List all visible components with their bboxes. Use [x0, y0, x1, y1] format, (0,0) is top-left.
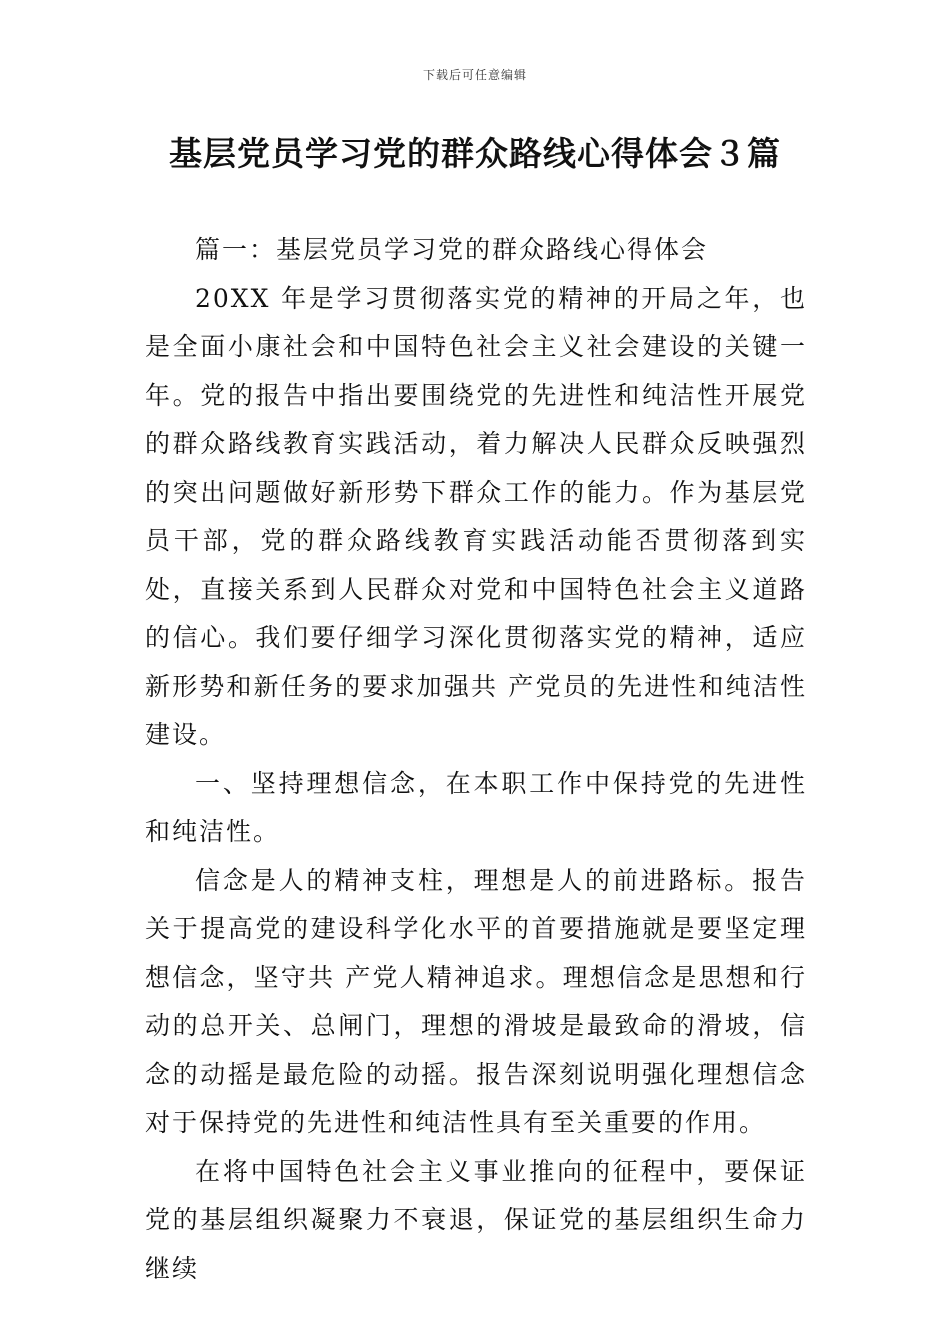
document-title: 基层党员学习党的群众路线心得体会３篇 [169, 134, 781, 173]
paragraph-point-one: 一、坚持理想信念，在本职工作中保持党的先进性和纯洁性。 [145, 768, 807, 846]
header-note: 下载后可任意编辑 [422, 68, 527, 82]
paragraph-section-heading: 篇一：基层党员学习党的群众路线心得体会 [195, 235, 709, 264]
paragraph-intro: 20XX 年是学习贯彻落实党的精神的开局之年，也是全面小康社会和中国特色社会主义社会建设的关键一年。党的报告中指出要围绕党的先进性和纯洁性开展党的群众路线教育实践活动，着力解决人民群众反映强烈的突出问题做好新形势下群众工作的能力。作为基层党员干部，党的群众路线教育实践活动能否贯彻落到实处，直接关系到人民群众对党和中国特色社会主义道路的信心。我们要仔细学习深化贯彻落实党的精神，适应新形势和新任务的要求加强共 产党员的先进性和纯洁性建设。 [145, 283, 807, 749]
document-body [145, 226, 807, 1293]
paragraph-belief: 信念是人的精神支柱，理想是人的前进路标。报告关于提高党的建设科学化水平的首要措施就是要坚定理想信念，坚守共 产党人精神追求。理想信念是思想和行动的总开关、总闸门，理想的滑坡是最致命的滑坡，信念的动摇是最危险的动摇。报告深刻说明强化理想信念对于保持党的先进性和纯洁性具有至关重要的作用。 [145, 865, 807, 1137]
paragraph-continued: 在将中国特色社会主义事业推向的征程中，要保证党的基层组织凝聚力不衰退，保证党的基层组织生命力继续 [145, 1156, 807, 1283]
